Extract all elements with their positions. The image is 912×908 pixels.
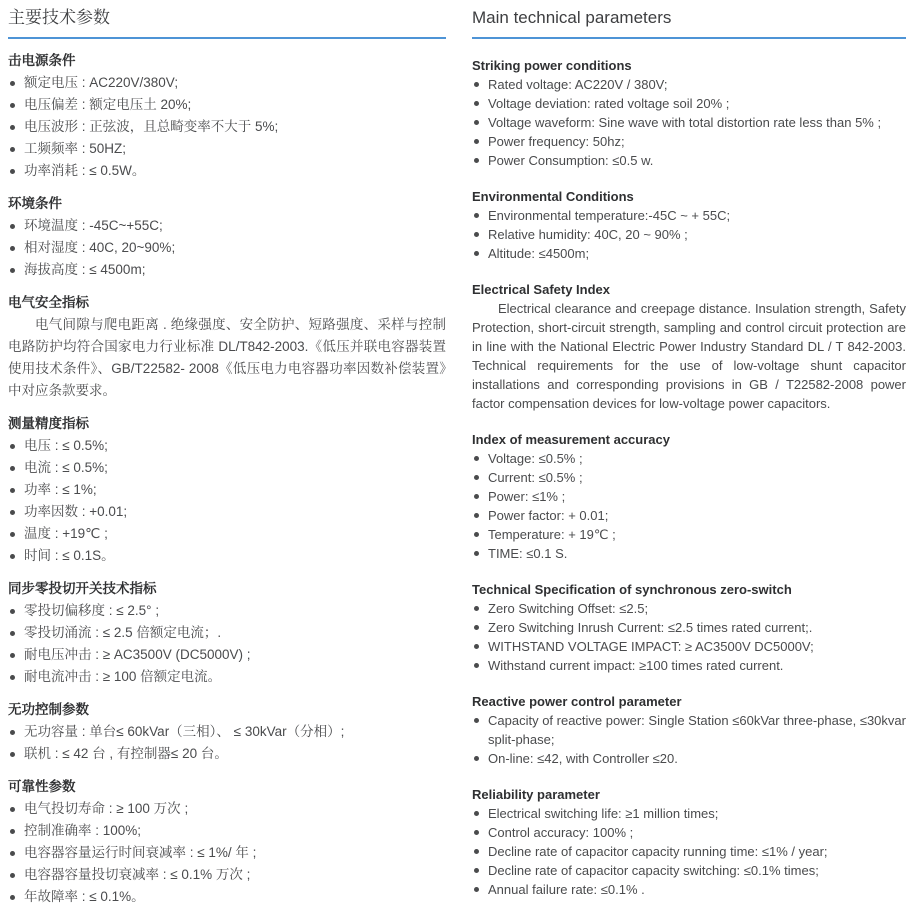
list-item (472, 842, 906, 861)
bullet-icon (474, 251, 479, 256)
list-item (472, 487, 906, 506)
bullet-text: Power Consumption: ≤0.5 w. (488, 153, 654, 168)
bullet-text: Voltage: ≤0.5% ; (488, 451, 583, 466)
bullet-icon (474, 849, 479, 854)
list-item (8, 886, 446, 908)
bullet-text: On-line: ≤42, with Controller ≤20. (488, 751, 678, 766)
bullet-list (8, 798, 446, 908)
bullet-icon (474, 887, 479, 892)
bullet-icon (10, 466, 15, 471)
bullet-text: 无功容量 : 单台≤ 60kVar（三相）、 ≤ 30kVar（分相）; (24, 724, 345, 739)
list-item (472, 656, 906, 675)
section-heading: 电气安全指标 (8, 295, 89, 310)
bullet-icon (474, 213, 479, 218)
bullet-text: 功率 : ≤ 1%; (24, 482, 97, 497)
bullet-text: 功率因数 : +0.01; (24, 504, 128, 519)
list-item (8, 160, 446, 182)
list-item (472, 506, 906, 525)
bullet-text: 耐电压冲击 : ≥ AC3500V (DC5000V) ; (24, 647, 251, 662)
bullet-icon (474, 811, 479, 816)
list-item (8, 666, 446, 688)
section-heading: 同步零投切开关技术指标 (8, 581, 157, 596)
bullet-list (472, 711, 906, 768)
bullet-icon (10, 246, 15, 251)
list-item (8, 820, 446, 842)
bullet-icon (474, 625, 479, 630)
bullet-icon (10, 444, 15, 449)
bullet-text: Decline rate of capacitor capacity switching: ≤0.1% times; (488, 863, 819, 878)
spec-section (472, 280, 906, 413)
bullet-text: 相对湿度 : 40C, 20~90%; (24, 240, 176, 255)
list-item (8, 94, 446, 116)
bullet-text: TIME: ≤0.1 S. (488, 546, 568, 561)
bullet-text: 电容器容量运行时间衰减率 : ≤ 1%/ 年 ; (24, 845, 257, 860)
list-item (472, 599, 906, 618)
section-heading: Reactive power control parameter (472, 694, 682, 709)
spec-section (8, 193, 446, 281)
bullet-list (8, 600, 446, 688)
list-item (472, 618, 906, 637)
list-item (8, 435, 446, 457)
list-item (8, 743, 446, 765)
list-item (8, 116, 446, 138)
bullet-icon (474, 82, 479, 87)
bullet-text: Relative humidity: 40C, 20 ~ 90% ; (488, 227, 688, 242)
list-item (8, 259, 446, 281)
page-title-en: Main technical parameters (472, 8, 672, 27)
section-heading: Technical Specification of synchronous zero-switch (472, 582, 792, 597)
bullet-text: 零投切偏移度 : ≤ 2.5° ; (24, 603, 160, 618)
bullet-list (472, 206, 906, 263)
bullet-text: 海拔高度 : ≤ 4500m; (24, 262, 146, 277)
bullet-icon (10, 675, 15, 680)
bullet-text: Control accuracy: 100% ; (488, 825, 634, 840)
bullet-text: 功率消耗 : ≤ 0.5W。 (24, 163, 146, 178)
bullet-text: Electrical switching life: ≥1 million times; (488, 806, 719, 821)
list-item (8, 479, 446, 501)
bullet-text: Capacity of reactive power: Single Station ≤60kVar three-phase, ≤30kvar split-phase; (488, 713, 906, 747)
bullet-text: 年故障率 : ≤ 0.1%。 (24, 889, 145, 904)
list-item (8, 138, 446, 160)
list-item (8, 523, 446, 545)
list-item (472, 225, 906, 244)
bullet-icon (474, 101, 479, 106)
bullet-text: Power factor: + 0.01; (488, 508, 609, 523)
bullet-icon (10, 532, 15, 537)
list-item (8, 545, 446, 567)
bullet-text: Temperature: + 19℃ ; (488, 527, 616, 542)
title-divider-left (8, 37, 446, 39)
bullet-text: Current: ≤0.5% ; (488, 470, 583, 485)
bullet-text: 电容器容量投切衰减率 : ≤ 0.1% 万次 ; (24, 867, 251, 882)
spec-section (472, 580, 906, 675)
bullet-icon (10, 653, 15, 658)
bullet-icon (10, 224, 15, 229)
list-item (472, 637, 906, 656)
list-item (472, 206, 906, 225)
list-item (472, 711, 906, 749)
bullet-text: Voltage waveform: Sine wave with total distortion rate less than 5% ; (488, 115, 882, 130)
list-item (8, 457, 446, 479)
bullet-text: 时间 : ≤ 0.1S。 (24, 548, 115, 563)
bullet-text: Withstand current impact: ≥100 times rated current. (488, 658, 784, 673)
bullet-icon (10, 488, 15, 493)
list-item (8, 501, 446, 523)
bullet-icon (474, 551, 479, 556)
list-item (472, 880, 906, 899)
list-item (8, 600, 446, 622)
bullet-icon (474, 494, 479, 499)
bullet-icon (474, 756, 479, 761)
bullet-icon (474, 663, 479, 668)
bullet-icon (10, 873, 15, 878)
bullet-list (8, 72, 446, 182)
bullet-text: 工频频率 : 50HZ; (24, 141, 127, 156)
bullet-icon (474, 830, 479, 835)
bullet-text: 联机 : ≤ 42 台 , 有控制器≤ 20 台。 (24, 746, 228, 761)
spec-section (8, 578, 446, 688)
sections-chinese (8, 50, 446, 908)
section-heading: 测量精度指标 (8, 416, 89, 431)
list-item (8, 215, 446, 237)
section-heading: Index of measurement accuracy (472, 432, 670, 447)
bullet-text: Decline rate of capacitor capacity running time: ≤1% / year; (488, 844, 828, 859)
section-heading: Reliability parameter (472, 787, 600, 802)
bullet-list (472, 599, 906, 675)
list-item (472, 94, 906, 113)
bullet-text: Altitude: ≤4500m; (488, 246, 590, 261)
list-item (472, 75, 906, 94)
section-heading: 无功控制参数 (8, 702, 89, 717)
spec-section (8, 776, 446, 908)
bullet-text: 零投切涌流 : ≤ 2.5 倍额定电流；. (24, 625, 222, 640)
bullet-text: 电气投切寿命 : ≥ 100 万次 ; (24, 801, 189, 816)
bullet-list (8, 215, 446, 281)
section-heading: 击电源条件 (8, 53, 76, 68)
spec-section (8, 413, 446, 567)
bullet-text: 电压波形 : 正弦波，且总畸变率不大于 5%; (24, 119, 279, 134)
bullet-icon (474, 532, 479, 537)
bullet-text: 电压 : ≤ 0.5%; (24, 438, 108, 453)
list-item (8, 842, 446, 864)
bullet-icon (10, 125, 15, 130)
section-paragraph: Electrical clearance and creepage distance. Insulation strength, Safety Protection, short-circuit strength, sampling and control circuit protection are in line with the National Electric Power Industry Standard DL / T 842-2003. Technical requirements for the use of low-voltage shunt capacitor installations and corresponding provisions in GB / T22582-2008 power factor compensation devices for low-voltage power capacitors. (472, 301, 906, 411)
bullet-icon (474, 456, 479, 461)
list-item (472, 749, 906, 768)
list-item (8, 622, 446, 644)
list-item (8, 798, 446, 820)
bullet-list (472, 449, 906, 563)
list-item (472, 468, 906, 487)
spec-section (472, 430, 906, 563)
bullet-icon (10, 169, 15, 174)
bullet-icon (10, 510, 15, 515)
section-heading: 环境条件 (8, 196, 62, 211)
bullet-text: 耐电流冲击 : ≥ 100 倍额定电流。 (24, 669, 222, 684)
bullet-text: Zero Switching Offset: ≤2.5; (488, 601, 649, 616)
bullet-list (472, 75, 906, 170)
bullet-text: Environmental temperature:-45C ~ + 55C; (488, 208, 731, 223)
list-item (472, 151, 906, 170)
bullet-text: 环境温度 : -45C~+55C; (24, 218, 163, 233)
bullet-icon (474, 120, 479, 125)
bullet-icon (474, 606, 479, 611)
bullet-icon (10, 851, 15, 856)
bullet-text: 电压偏差 : 额定电压土 20%; (24, 97, 192, 112)
list-item (472, 113, 906, 132)
bullet-text: 温度 : +19℃ ; (24, 526, 108, 541)
bullet-icon (10, 81, 15, 86)
list-item (8, 72, 446, 94)
list-item (472, 804, 906, 823)
list-item (8, 864, 446, 886)
bullet-icon (10, 752, 15, 757)
bullet-icon (474, 139, 479, 144)
bullet-text: Rated voltage: AC220V / 380V; (488, 77, 668, 92)
bullet-text: Power frequency: 50hz; (488, 134, 625, 149)
spec-section (472, 692, 906, 768)
bullet-icon (474, 868, 479, 873)
bullet-list (472, 804, 906, 899)
bullet-icon (10, 829, 15, 834)
column-english (472, 4, 906, 908)
list-item (472, 544, 906, 563)
bullet-text: WITHSTAND VOLTAGE IMPACT: ≥ AC3500V DC5000V; (488, 639, 814, 654)
section-heading: Striking power conditions (472, 58, 632, 73)
page-title-zh: 主要技术参数 (8, 8, 110, 27)
spec-section (8, 50, 446, 182)
bullet-icon (10, 631, 15, 636)
bullet-icon (10, 103, 15, 108)
bullet-icon (10, 895, 15, 900)
bullet-list (8, 721, 446, 765)
bullet-icon (10, 807, 15, 812)
bullet-icon (474, 232, 479, 237)
section-heading: Environmental Conditions (472, 189, 634, 204)
list-item (472, 244, 906, 263)
list-item (472, 823, 906, 842)
sections-english (472, 56, 906, 899)
list-item (472, 449, 906, 468)
bullet-icon (10, 268, 15, 273)
section-heading: Electrical Safety Index (472, 282, 611, 297)
spec-section (472, 187, 906, 263)
spec-section (472, 56, 906, 170)
bullet-text: Zero Switching Inrush Current: ≤2.5 times rated current;. (488, 620, 813, 635)
spec-section (472, 785, 906, 899)
bullet-icon (10, 554, 15, 559)
bullet-text: Power: ≤1% ; (488, 489, 566, 504)
list-item (472, 525, 906, 544)
bullet-text: Annual failure rate: ≤0.1% . (488, 882, 645, 897)
list-item (8, 237, 446, 259)
bullet-icon (474, 158, 479, 163)
bullet-list (8, 435, 446, 567)
bullet-icon (474, 718, 479, 723)
list-item (8, 721, 446, 743)
bullet-text: Voltage deviation: rated voltage soil 20% ; (488, 96, 730, 111)
bullet-text: 额定电压 : AC220V/380V; (24, 75, 179, 90)
list-item (472, 861, 906, 880)
spec-section (8, 699, 446, 765)
bullet-icon (10, 147, 15, 152)
section-heading: 可靠性参数 (8, 779, 76, 794)
bullet-icon (474, 513, 479, 518)
bullet-icon (10, 730, 15, 735)
column-chinese (8, 4, 446, 908)
title-divider-right (472, 37, 906, 39)
bullet-icon (10, 609, 15, 614)
bullet-icon (474, 644, 479, 649)
bullet-text: 电流 : ≤ 0.5%; (24, 460, 108, 475)
section-paragraph: 电气间隙与爬电距离 . 绝缘强度、安全防护、短路强度、采样与控制电路防护均符合国家电力行业标准 DL/T842-2003.《低压并联电容器装置使用技术条件》、GB/T22582- 2008《低压电力电容器功率因数补偿装置》中对应条款要求。 (8, 317, 446, 398)
list-item (8, 644, 446, 666)
list-item (472, 132, 906, 151)
spec-section (8, 292, 446, 402)
bullet-text: 控制准确率 : 100%; (24, 823, 142, 838)
bullet-icon (474, 475, 479, 480)
